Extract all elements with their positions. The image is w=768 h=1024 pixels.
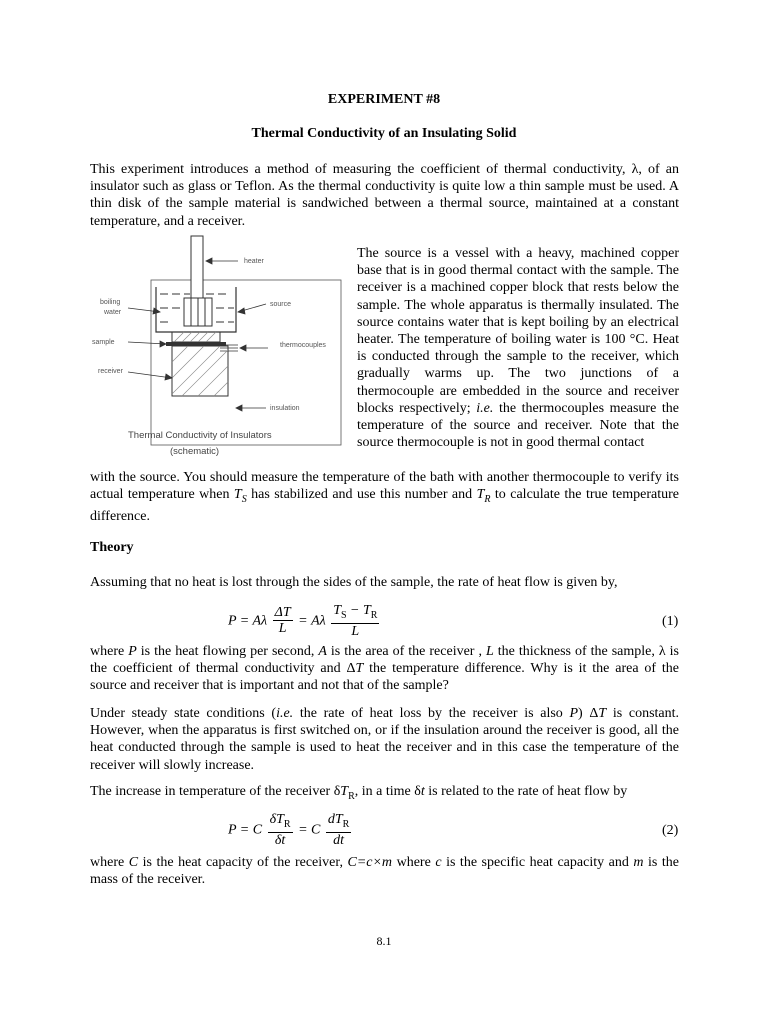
source-description-text: The source is a vessel with a heavy, machined copper base that is in good thermal contact with the sample. The receiver is a machined copper block that rests below the sample. The whole apparatus is thermally insulated. The source contains water that is kept boiling by an electrical heater. The temperature of boiling water is 100 °C. Heat is conducted through the sample to the receiver, which gradually warms up. The two junctions of a thermocouple are embedded in the source and receiver blocks respectively; (357, 246, 679, 416)
var-tr: $T_R$ (476, 487, 491, 505)
theory-paragraph-1: Assuming that no heat is lost through the sides of the sample, the rate of heat flow is given by, (90, 575, 618, 590)
eq2-fraction-1: $\frac{\delta T_R}{\delta t}$ (269, 812, 291, 848)
figure-caption-schematic: (schematic) (170, 446, 220, 457)
theory-paragraph-5: where C is the heat capacity of the receiver, C=c×m where c is the specific heat capacity and m is the mass of the receiver. (90, 855, 680, 888)
eq1-fraction-2: $\frac{T_S - T_R}{L}$ (333, 603, 378, 639)
label-heater: heater (244, 258, 264, 265)
equation-2 (228, 812, 353, 849)
eq1-fraction-1: $\frac{\Delta T}{L}$ (274, 605, 291, 637)
sample-disk (166, 342, 226, 346)
eq2-lhs: P = C (228, 822, 263, 838)
source-description-continued (90, 469, 679, 525)
label-water: water (104, 309, 122, 316)
eq2-mid: = C (298, 822, 321, 838)
label-sample: sample (92, 339, 115, 346)
apparatus-figure (88, 232, 348, 458)
eq2-fraction-2: $\frac{dT_R}{dt}$ (327, 812, 350, 848)
eq1-mid: = Aλ (298, 613, 326, 629)
experiment-number: EXPERIMENT #8 (327, 92, 441, 107)
equation-1 (228, 603, 381, 640)
intro-paragraph: This experiment introduces a method of measuring the coefficient of thermal conductivity, λ, of an insulator such as glass or Teflon. As the thermal conductivity is quite low a thin sample must be used. A thin disk of the sample material is sandwiched between a thermal source, maintained at a constant temperature, and a receiver. (90, 162, 679, 229)
theory-paragraph-2: where P is the heat flowing per second, A is the area of the receiver , L the thickness of the sample, λ is the coefficient of thermal conductivity and ΔT the temperature difference. Why is it the area of the source and receiver that is important and not that of the sample? (90, 644, 680, 694)
page-number: 8.1 (376, 934, 392, 948)
section-heading-theory: Theory (90, 540, 134, 555)
equation-2-number: (2) (662, 823, 679, 838)
var-ts: $T_S$ (233, 487, 247, 505)
theory-paragraph-4: The increase in temperature of the receiver $\delta T_R$, in a time δt is related to the rate of heat flow by (90, 784, 628, 802)
source-description-text-end: the thermocouples measure the temperature of the source and receiver. Note that the source thermocouple is not in good thermal contact (357, 400, 680, 451)
source-description-column (357, 245, 679, 451)
theory-paragraph-3: Under steady state conditions (i.e. the rate of heat loss by the receiver is also P) ΔT is constant. However, when the apparatus is first switched on, or if the insulation around the receiver is good, all the heat conducted through the sample is used to heat the receiver and in this case the temperature of the receiver will slowly increase. (90, 706, 680, 773)
continued-text-a: with the source. You should measure the temperature of the bath with another thermocouple to verify its actual temperature when (90, 470, 679, 503)
insulation-box (151, 280, 341, 445)
label-source: source (270, 301, 292, 308)
receiver-hatch (172, 346, 228, 396)
eq1-lhs: P = Aλ (228, 613, 268, 629)
page-title: Thermal Conductivity of an Insulating Solid (251, 126, 517, 141)
ie-abbrev: i.e. (476, 400, 494, 416)
figure-caption: Thermal Conductivity of Insulators (128, 430, 272, 441)
label-boiling: boiling (100, 299, 121, 306)
label-thermocouples: thermocouples (280, 342, 326, 349)
continued-text-b: has stabilized and use this number and (251, 487, 473, 503)
continued-text-c: to calculate the true temperature difference. (90, 487, 680, 525)
equation-1-number: (1) (662, 614, 679, 629)
label-insulation: insulation (270, 405, 300, 412)
label-receiver: receiver (98, 368, 123, 375)
